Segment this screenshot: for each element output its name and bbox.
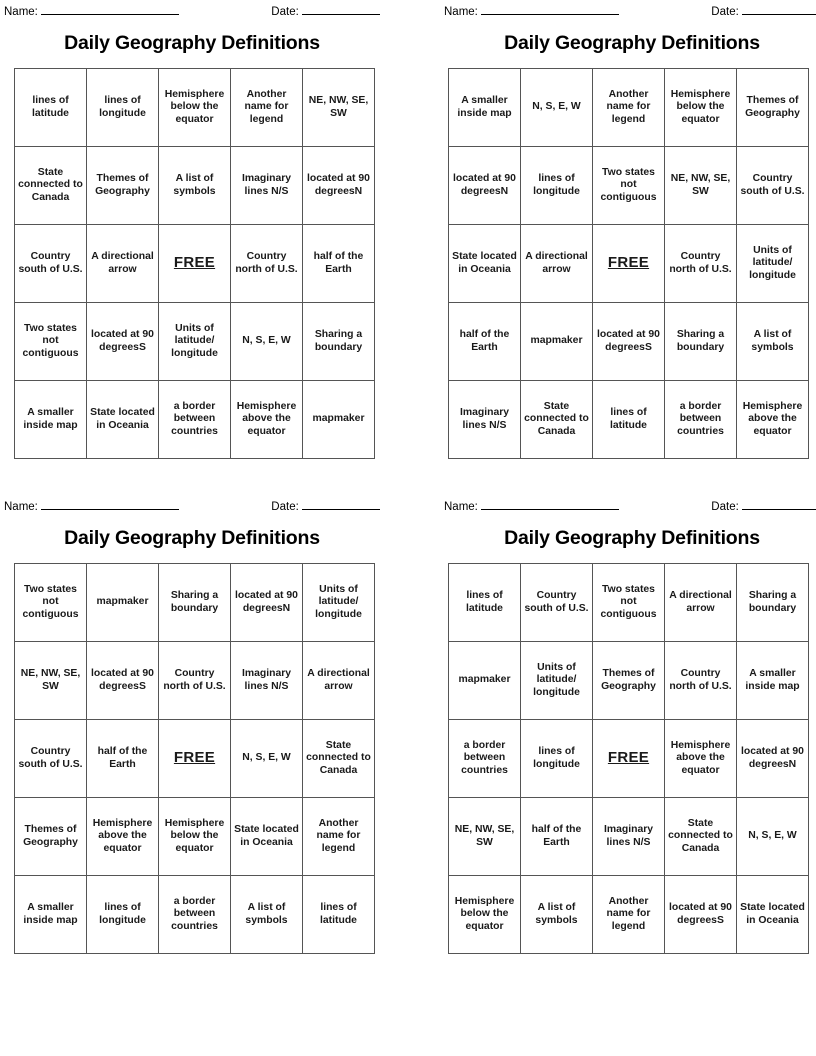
bingo-cell[interactable]: A smaller inside map (15, 381, 87, 459)
bingo-cell[interactable]: located at 90 degreesN (231, 564, 303, 642)
bingo-cell-free[interactable]: FREE (159, 225, 231, 303)
bingo-cell-free[interactable]: FREE (159, 720, 231, 798)
bingo-cell[interactable]: N, S, E, W (521, 69, 593, 147)
bingo-cell[interactable]: Another name for legend (231, 69, 303, 147)
bingo-cell[interactable]: Country south of U.S. (521, 564, 593, 642)
bingo-cell[interactable]: half of the Earth (521, 798, 593, 876)
name-input-line[interactable] (481, 14, 619, 15)
bingo-cell[interactable]: Country north of U.S. (159, 642, 231, 720)
name-input-line[interactable] (41, 509, 179, 510)
bingo-cell-free[interactable]: FREE (593, 225, 665, 303)
bingo-cell[interactable]: Hemisphere above the equator (737, 381, 809, 459)
bingo-cell[interactable]: Hemisphere above the equator (231, 381, 303, 459)
bingo-cell[interactable]: Another name for legend (593, 876, 665, 954)
bingo-cell[interactable]: Hemisphere below the equator (159, 798, 231, 876)
student-meta-row (444, 501, 816, 513)
bingo-cell[interactable]: Imaginary lines N/S (231, 147, 303, 225)
bingo-cell[interactable]: State connected to Canada (665, 798, 737, 876)
name-label: Name: (444, 6, 478, 18)
bingo-cell[interactable]: NE, NW, SE, SW (449, 798, 521, 876)
bingo-cell[interactable]: Country south of U.S. (15, 225, 87, 303)
name-input-line[interactable] (481, 509, 619, 510)
bingo-cell-free[interactable]: FREE (593, 720, 665, 798)
date-label: Date: (271, 6, 299, 18)
bingo-cell[interactable]: Imaginary lines N/S (449, 381, 521, 459)
student-meta-row (4, 501, 380, 513)
date-input-line[interactable] (742, 14, 816, 15)
date-field-group (711, 501, 816, 513)
bingo-card-3 (0, 459, 408, 954)
table-row (449, 147, 809, 225)
bingo-grid (14, 68, 375, 459)
table-row (15, 642, 375, 720)
bingo-cell[interactable]: lines of latitude (593, 381, 665, 459)
bingo-cell[interactable]: A list of symbols (737, 303, 809, 381)
bingo-card-1 (0, 0, 408, 459)
table-row (449, 69, 809, 147)
bingo-cell[interactable]: located at 90 degreesS (665, 876, 737, 954)
bingo-cell[interactable]: NE, NW, SE, SW (303, 69, 375, 147)
bingo-cell[interactable]: lines of longitude (87, 876, 159, 954)
bingo-cell[interactable]: A list of symbols (521, 876, 593, 954)
student-meta-row (4, 6, 380, 18)
table-row (15, 798, 375, 876)
table-row (449, 642, 809, 720)
table-row (449, 225, 809, 303)
bingo-cell[interactable]: State located in Oceania (87, 381, 159, 459)
bingo-cell[interactable]: A smaller inside map (449, 69, 521, 147)
bingo-cell[interactable]: Themes of Geography (15, 798, 87, 876)
bingo-cell[interactable]: Units of latitude/ longitude (521, 642, 593, 720)
bingo-cell[interactable]: Sharing a boundary (159, 564, 231, 642)
bingo-cell[interactable]: mapmaker (521, 303, 593, 381)
page-title: Daily Geography Definitions (504, 527, 760, 549)
date-field-group (271, 6, 380, 18)
date-field-group (271, 501, 380, 513)
name-label: Name: (4, 6, 38, 18)
bingo-cell[interactable]: State located in Oceania (231, 798, 303, 876)
bingo-cell[interactable]: located at 90 degreesS (87, 303, 159, 381)
bingo-cell[interactable]: located at 90 degreesN (737, 720, 809, 798)
bingo-cell[interactable]: Country south of U.S. (737, 147, 809, 225)
bingo-cell[interactable]: Country north of U.S. (231, 225, 303, 303)
bingo-cell[interactable]: A directional arrow (665, 564, 737, 642)
bingo-cell[interactable]: NE, NW, SE, SW (665, 147, 737, 225)
table-row (449, 381, 809, 459)
bingo-cell[interactable]: Themes of Geography (737, 69, 809, 147)
bingo-cell[interactable]: lines of longitude (521, 147, 593, 225)
bingo-cell[interactable]: Hemisphere above the equator (665, 720, 737, 798)
bingo-cell[interactable]: NE, NW, SE, SW (15, 642, 87, 720)
page-title: Daily Geography Definitions (64, 32, 320, 54)
date-input-line[interactable] (302, 509, 380, 510)
bingo-cell[interactable]: A smaller inside map (15, 876, 87, 954)
bingo-cell[interactable]: Sharing a boundary (737, 564, 809, 642)
bingo-cell[interactable]: lines of latitude (303, 876, 375, 954)
bingo-cell[interactable]: State connected to Canada (15, 147, 87, 225)
table-row (449, 564, 809, 642)
bingo-cell[interactable]: N, S, E, W (737, 798, 809, 876)
bingo-cell[interactable]: A list of symbols (231, 876, 303, 954)
bingo-card-2 (408, 0, 816, 459)
date-label: Date: (271, 501, 299, 513)
bingo-cell[interactable]: Hemisphere below the equator (665, 69, 737, 147)
date-label: Date: (711, 6, 739, 18)
bingo-cell[interactable]: mapmaker (303, 381, 375, 459)
bingo-cell[interactable]: half of the Earth (303, 225, 375, 303)
bingo-cell[interactable]: Sharing a boundary (303, 303, 375, 381)
bingo-cell[interactable]: State located in Oceania (737, 876, 809, 954)
bingo-cell[interactable]: mapmaker (449, 642, 521, 720)
bingo-cell[interactable]: lines of latitude (15, 69, 87, 147)
table-row (449, 303, 809, 381)
bingo-cell[interactable]: located at 90 degreesN (303, 147, 375, 225)
bingo-cell[interactable]: Sharing a boundary (665, 303, 737, 381)
student-meta-row (444, 6, 816, 18)
bingo-cell[interactable]: Another name for legend (303, 798, 375, 876)
table-row (15, 69, 375, 147)
bingo-cell[interactable]: N, S, E, W (231, 720, 303, 798)
bingo-cell[interactable]: Another name for legend (593, 69, 665, 147)
bingo-cell[interactable]: A directional arrow (521, 225, 593, 303)
name-field-group (4, 501, 179, 513)
bingo-cell[interactable]: A directional arrow (87, 225, 159, 303)
bingo-cell[interactable]: Units of latitude/ longitude (159, 303, 231, 381)
bingo-cell[interactable]: a border between countries (449, 720, 521, 798)
bingo-cell[interactable]: lines of longitude (521, 720, 593, 798)
bingo-cell[interactable]: Imaginary lines N/S (593, 798, 665, 876)
bingo-cell[interactable]: Country north of U.S. (665, 642, 737, 720)
bingo-grid (448, 68, 809, 459)
bingo-cell[interactable]: half of the Earth (87, 720, 159, 798)
table-row (15, 303, 375, 381)
bingo-cell[interactable]: half of the Earth (449, 303, 521, 381)
table-row (15, 147, 375, 225)
bingo-cell[interactable]: lines of longitude (87, 69, 159, 147)
bingo-cell[interactable]: located at 90 degreesS (593, 303, 665, 381)
bingo-cell[interactable]: Hemisphere below the equator (449, 876, 521, 954)
bingo-cell[interactable]: a border between countries (665, 381, 737, 459)
bingo-cell[interactable]: Two states not contiguous (15, 303, 87, 381)
bingo-cell[interactable]: Country south of U.S. (15, 720, 87, 798)
bingo-cell[interactable]: a border between countries (159, 876, 231, 954)
bingo-card-4 (408, 459, 816, 954)
bingo-cell[interactable]: Hemisphere below the equator (159, 69, 231, 147)
bingo-cell[interactable]: Two states not contiguous (593, 564, 665, 642)
bingo-cell[interactable]: A smaller inside map (737, 642, 809, 720)
page-title: Daily Geography Definitions (504, 32, 760, 54)
table-row (449, 876, 809, 954)
bingo-cell[interactable]: Two states not contiguous (15, 564, 87, 642)
bingo-cell[interactable]: A directional arrow (303, 642, 375, 720)
bingo-cell[interactable]: a border between countries (159, 381, 231, 459)
page-title: Daily Geography Definitions (64, 527, 320, 549)
bingo-cell[interactable]: Units of latitude/ longitude (737, 225, 809, 303)
bingo-cell[interactable]: A list of symbols (159, 147, 231, 225)
bingo-cell[interactable]: Two states not contiguous (593, 147, 665, 225)
bingo-cell[interactable]: State connected to Canada (303, 720, 375, 798)
table-row (15, 564, 375, 642)
bingo-cell[interactable]: State located in Oceania (449, 225, 521, 303)
name-field-group (444, 501, 619, 513)
bingo-cell[interactable]: Imaginary lines N/S (231, 642, 303, 720)
bingo-cell[interactable]: located at 90 degreesS (87, 642, 159, 720)
bingo-cell[interactable]: located at 90 degreesN (449, 147, 521, 225)
bingo-cell[interactable]: N, S, E, W (231, 303, 303, 381)
table-row (15, 876, 375, 954)
bingo-cell[interactable]: lines of latitude (449, 564, 521, 642)
name-input-line[interactable] (41, 14, 179, 15)
bingo-cell[interactable]: Units of latitude/ longitude (303, 564, 375, 642)
bingo-cell[interactable]: Themes of Geography (87, 147, 159, 225)
date-field-group (711, 6, 816, 18)
table-row (15, 720, 375, 798)
bingo-cell[interactable]: Hemisphere above the equator (87, 798, 159, 876)
bingo-cell[interactable]: mapmaker (87, 564, 159, 642)
bingo-cell[interactable]: Country north of U.S. (665, 225, 737, 303)
bingo-grid (14, 563, 375, 954)
name-field-group (444, 6, 619, 18)
name-field-group (4, 6, 179, 18)
bingo-cell[interactable]: State connected to Canada (521, 381, 593, 459)
name-label: Name: (444, 501, 478, 513)
bingo-cell[interactable]: Themes of Geography (593, 642, 665, 720)
table-row (15, 381, 375, 459)
table-row (449, 798, 809, 876)
date-label: Date: (711, 501, 739, 513)
date-input-line[interactable] (302, 14, 380, 15)
table-row (449, 720, 809, 798)
date-input-line[interactable] (742, 509, 816, 510)
table-row (15, 225, 375, 303)
bingo-grid (448, 563, 809, 954)
name-label: Name: (4, 501, 38, 513)
